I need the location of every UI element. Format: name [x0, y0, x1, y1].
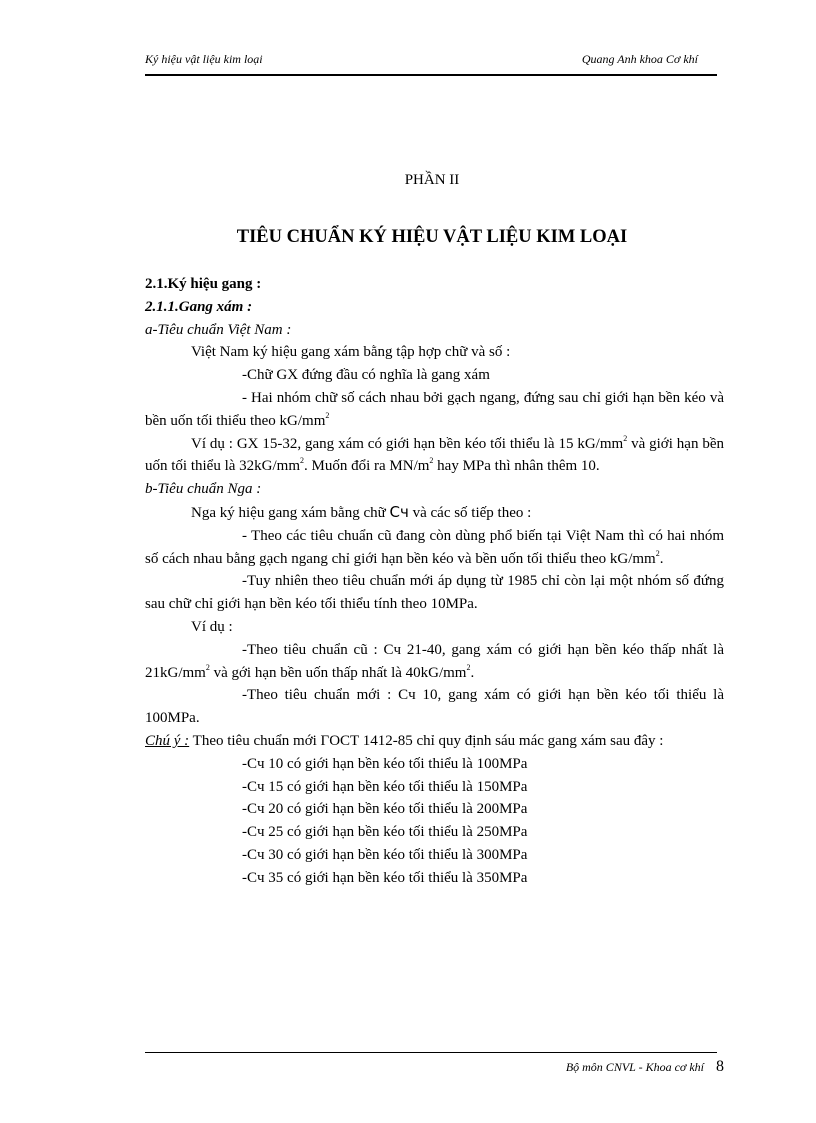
vn-example-part-c: . Muốn đổi ra MN/m: [304, 458, 430, 475]
grade-item: -Cч 30 có giới hạn bền kéo tối thiểu là 300MPa: [242, 846, 528, 863]
vn-example-part-a: Ví dụ : GX 15-32, gang xám có giới hạn bền kéo tối thiểu là 15 kG/mm: [191, 435, 624, 452]
superscript: 2: [623, 433, 628, 443]
section-heading-2-1-1: 2.1.1.Gang xám :: [145, 298, 253, 315]
superscript: 2: [300, 456, 304, 466]
document-body: [145, 273, 724, 890]
grade-item: -Cч 15 có giới hạn bền kéo tối thiểu là 150MPa: [242, 778, 528, 795]
grade-item: -Cч 20 có giới hạn bền kéo tối thiểu là 200MPa: [242, 801, 528, 818]
superscript: 2: [655, 548, 660, 558]
ru-intro-part-b: và các số tiếp theo :: [408, 504, 532, 521]
superscript: 2: [325, 410, 330, 420]
section-heading-2-1: 2.1.Ký hiệu gang :: [145, 276, 262, 292]
vn-item-1: -Chữ GX đứng đầu có nghĩa là gang xám: [242, 367, 490, 384]
grade-item: -Cч 35 có giới hạn bền kéo tối thiểu là 350MPa: [242, 869, 528, 886]
footer: [566, 1058, 724, 1076]
header-left: Ký hiệu vật liệu kim loại: [145, 52, 263, 66]
ru-intro: [145, 501, 724, 525]
note-label: Chú ý :: [145, 732, 190, 749]
note-text: Theo tiêu chuẩn mới ГOCT 1412-85 chỉ quy định sáu mác gang xám sau đây :: [189, 732, 664, 749]
ru-new-standard: -Tuy nhiên theo tiêu chuẩn mới áp dụng từ 1985 chỉ còn lại một nhóm số đứng sau chữ chỉ giới hạn bền kéo tối thiểu tính theo 10MPa.: [145, 573, 724, 613]
page-number: 8: [716, 1058, 724, 1075]
vn-item-2: [145, 387, 724, 433]
cyrillic-symbol: Cч: [389, 502, 409, 521]
ru-example-old-part-a: -Theo tiêu chuẩn cũ : Cч 21-40, gang xám có giới hạn bền kéo thấp nhất là 21kG/mm: [145, 641, 724, 681]
header-rule: [145, 74, 717, 76]
part-label: PHẦN II: [404, 172, 460, 188]
ru-example-new: -Theo tiêu chuẩn mới : Cч 10, gang xám có giới hạn bền kéo tối thiểu là 100MPa.: [145, 687, 724, 727]
vn-example-part-b: và giới hạn bền uốn tối thiểu là 32kG/mm: [145, 435, 724, 475]
subsection-russia: b-Tiêu chuẩn Nga :: [145, 481, 262, 498]
superscript: 2: [205, 662, 210, 672]
footer-text: Bộ môn CNVL - Khoa cơ khí: [565, 1060, 704, 1074]
superscript: 2: [429, 456, 434, 466]
subsection-vietnam: a-Tiêu chuẩn Việt Nam :: [145, 321, 292, 338]
superscript: 2: [466, 662, 471, 672]
ru-example-old-part-b: và gới hạn bền uốn thấp nhất là 40kG/mm: [209, 664, 467, 681]
page-title: TIÊU CHUẨN KÝ HIỆU VẬT LIỆU KIM LOẠI: [236, 227, 628, 247]
ru-example-label: Ví dụ :: [191, 618, 233, 635]
ru-intro-part-a: Nga ký hiệu gang xám bằng chữ: [191, 504, 390, 521]
vn-item-2-text: - Hai nhóm chữ số cách nhau bởi gạch ngang, đứng sau chỉ giới hạn bền kéo và bền uốn tối thiểu theo kG/mm: [145, 389, 724, 429]
grade-item: -Cч 25 có giới hạn bền kéo tối thiểu là 250MPa: [242, 824, 528, 841]
vn-intro: Việt Nam ký hiệu gang xám bằng tập hợp chữ và số :: [191, 344, 511, 361]
ru-example-old: -Theo tiêu chuẩn cũ : Cч 21-40, gang xám có giới hạn bền kéo thấp nhất là $21kG/mm^2$ và gới hạn bền uốn thấp nhất là $40kG/mm^2$.: [145, 641, 724, 681]
footer-rule: [145, 1052, 717, 1053]
header-right: Quang Anh khoa Cơ khí: [581, 52, 698, 66]
vn-example: [145, 433, 724, 479]
ru-old-standard: - Theo các tiêu chuẩn cũ đang còn dùng phổ biến tại Việt Nam thì có hai nhóm số cách nhau bằng gạch ngang chỉ giới hạn bền kéo và bền uốn tối thiểu theo $kG/mm^2$.: [145, 527, 724, 567]
grade-item: -Cч 10 có giới hạn bền kéo tối thiểu là 100MPa: [242, 755, 528, 772]
ru-old-standard-text: - Theo các tiêu chuẩn cũ đang còn dùng phổ biến tại Việt Nam thì có hai nhóm số cách nhau bằng gạch ngang chỉ giới hạn bền kéo và bền uốn tối thiểu theo kG/mm: [145, 527, 724, 567]
note-paragraph: [145, 730, 724, 753]
vn-example-part-d: hay MPa thì nhân thêm 10.: [433, 458, 600, 475]
